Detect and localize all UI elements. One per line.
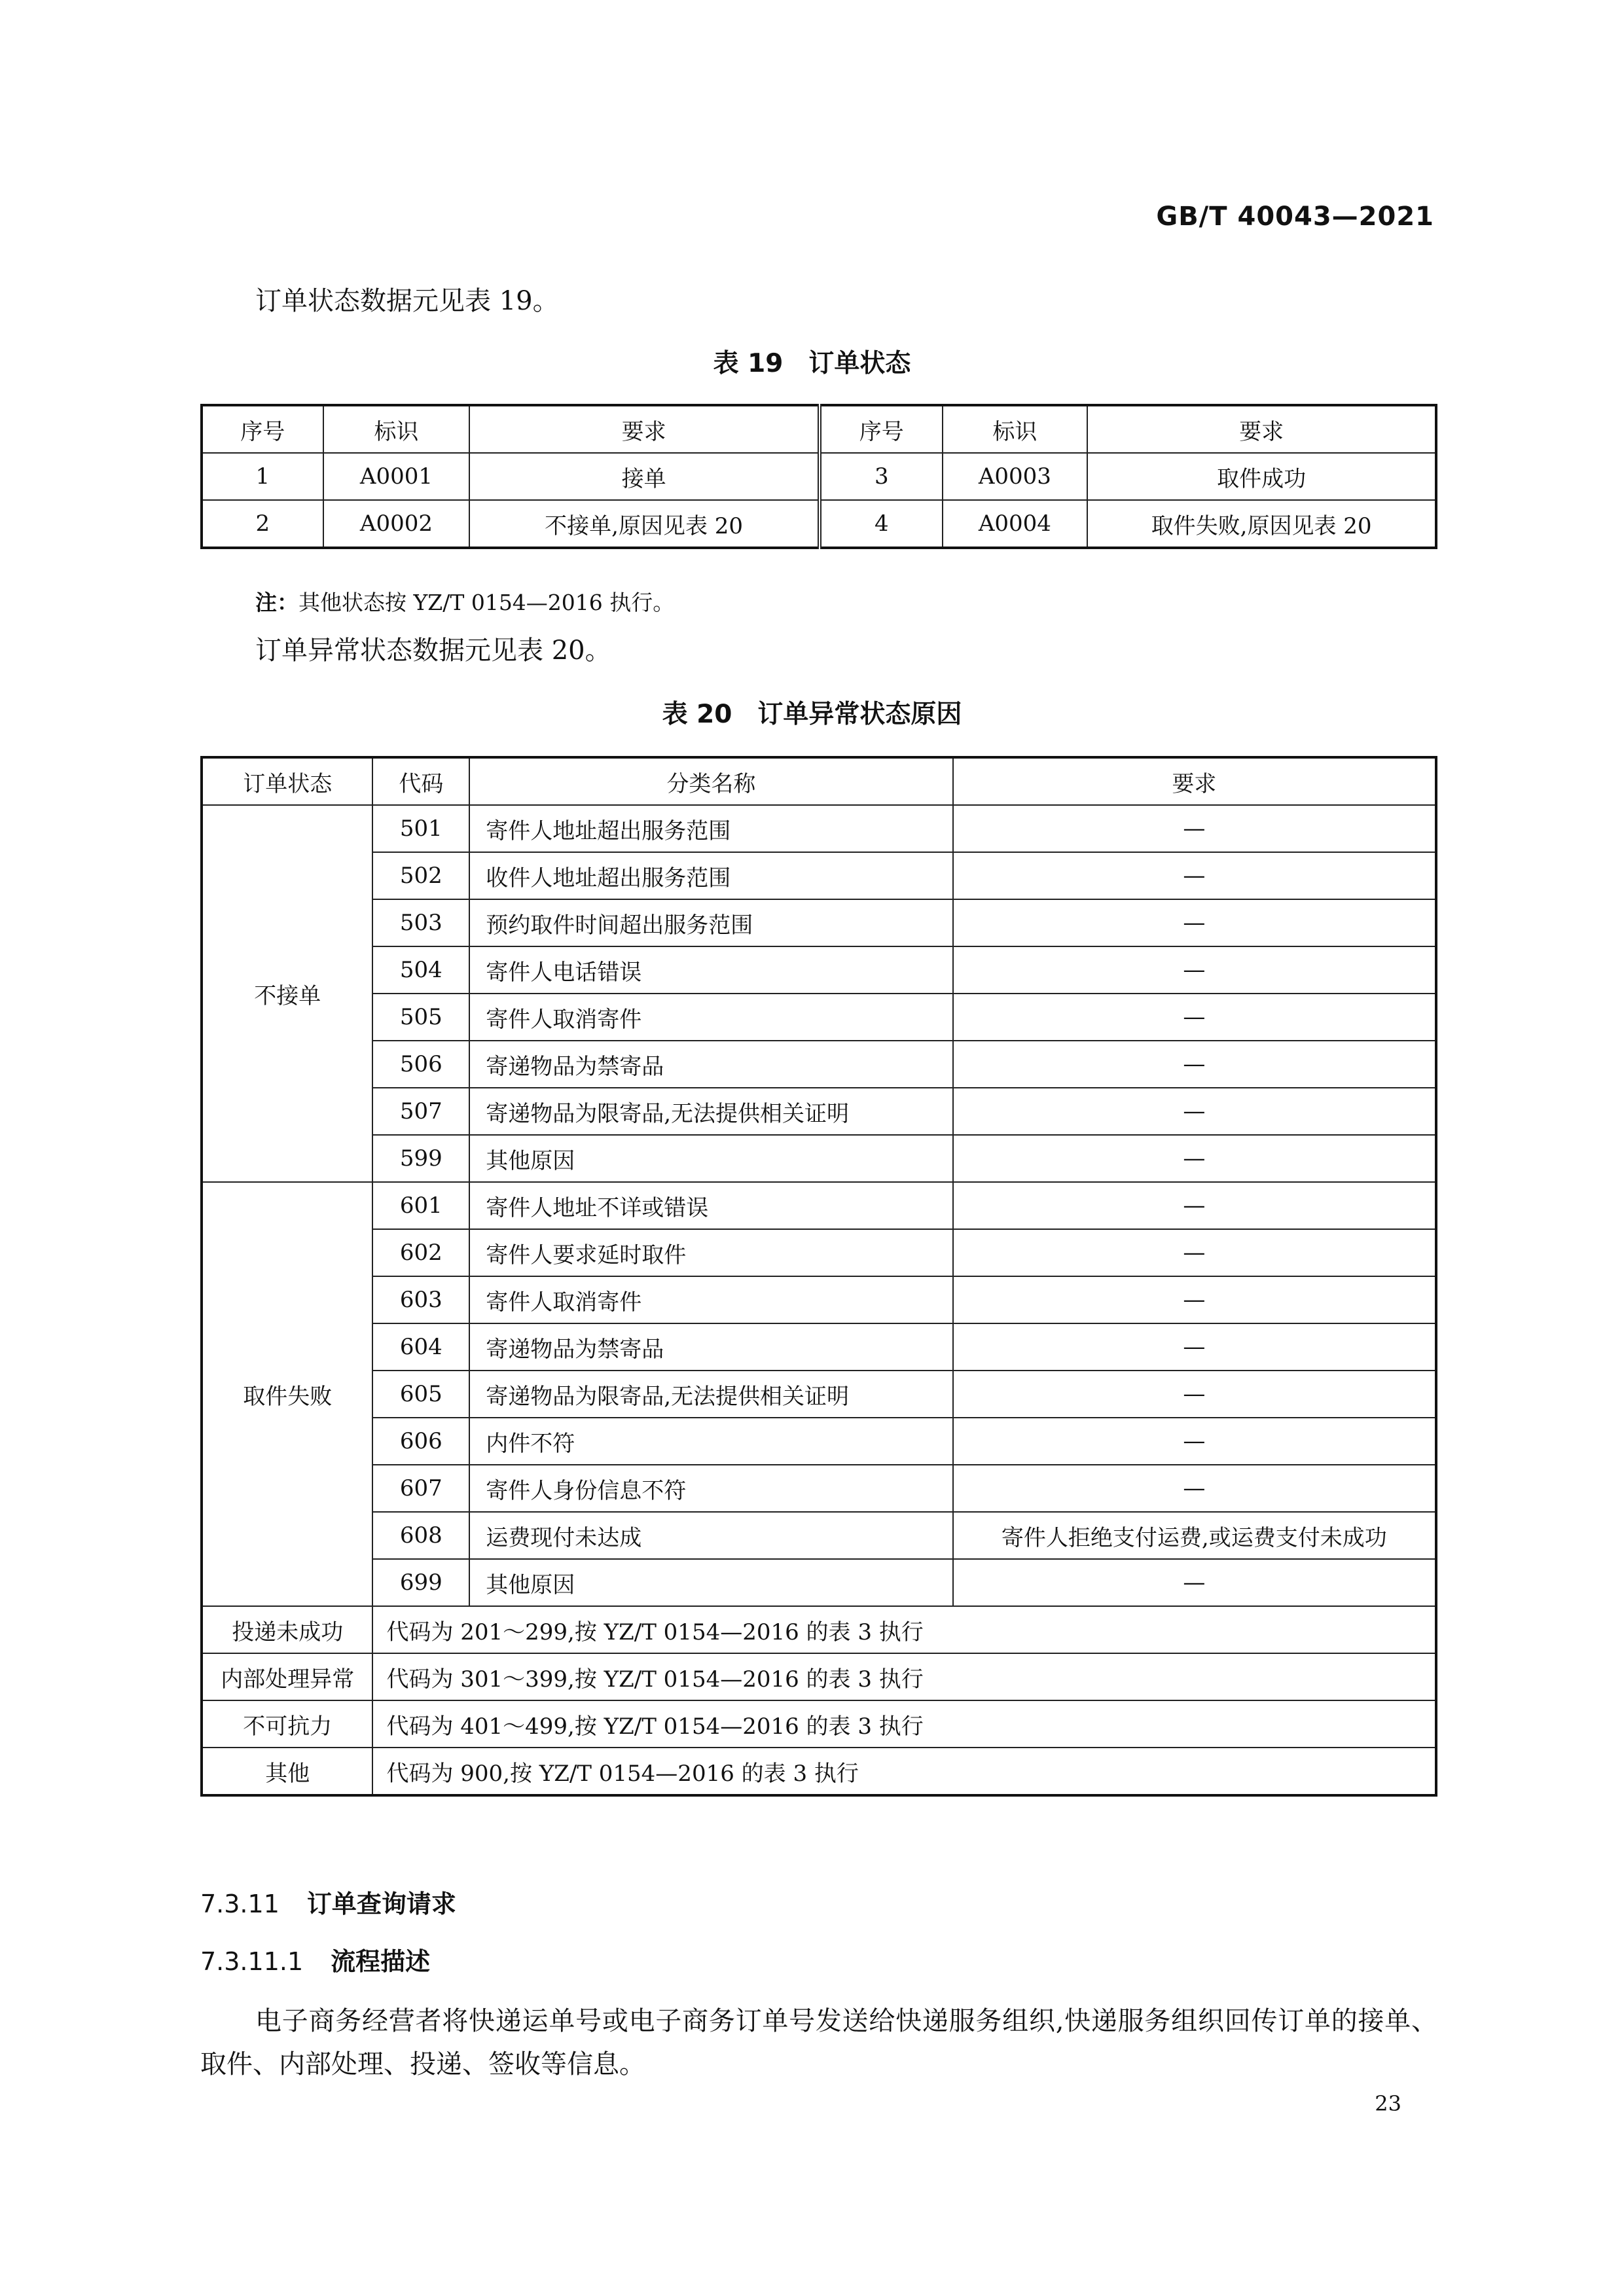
table-cell: 507 — [372, 1088, 469, 1135]
table-cell: 寄递物品为禁寄品 — [469, 1041, 952, 1088]
table-19 — [200, 404, 1437, 549]
table-row — [202, 899, 1436, 946]
table-cell: — — [953, 805, 1436, 852]
table-row — [202, 500, 1436, 548]
table-row — [202, 1371, 1436, 1418]
table-cell: — — [953, 946, 1436, 994]
table-cell: — — [953, 1182, 1436, 1229]
table-cell: 699 — [372, 1559, 469, 1606]
table-cell: — — [953, 1135, 1436, 1182]
section-title: 订单查询请求 — [306, 1890, 456, 1918]
table-cell: 接单 — [469, 453, 820, 500]
status-cell: 其他 — [202, 1748, 372, 1795]
table-cell: 寄件人拒绝支付运费,或运费支付未成功 — [953, 1512, 1436, 1559]
status-cell: 投递未成功 — [202, 1606, 372, 1653]
table19-note — [255, 586, 674, 617]
table-cell: 505 — [372, 994, 469, 1041]
section-7-3-11 — [200, 1884, 456, 1920]
table-cell: — — [953, 994, 1436, 1041]
header-cell: 要求 — [1087, 405, 1436, 453]
table-cell: 2 — [202, 500, 323, 548]
table-row — [202, 1041, 1436, 1088]
intro-table20: 订单异常状态数据元见表 20。 — [255, 636, 611, 666]
table-cell: 取件成功 — [1087, 453, 1436, 500]
header-cell: 要求 — [469, 405, 820, 453]
table-cell: 607 — [372, 1465, 469, 1512]
header-cell: 代码 — [372, 757, 469, 805]
status-cell: 不可抗力 — [202, 1700, 372, 1748]
table-cell: 代码为 201～299,按 YZ/T 0154—2016 的表 3 执行 — [372, 1606, 1436, 1653]
header-cell: 序号 — [820, 405, 943, 453]
table-cell: 代码为 401～499,按 YZ/T 0154—2016 的表 3 执行 — [372, 1700, 1436, 1748]
table-cell: 1 — [202, 453, 323, 500]
header-cell: 分类名称 — [469, 757, 952, 805]
table-cell: — — [953, 1276, 1436, 1323]
table-row — [202, 1135, 1436, 1182]
section-title: 流程描述 — [331, 1947, 431, 1976]
header-cell: 订单状态 — [202, 757, 372, 805]
table-cell: 内件不符 — [469, 1418, 952, 1465]
table-cell: — — [953, 1418, 1436, 1465]
table-cell: — — [953, 1559, 1436, 1606]
table-cell: 收件人地址超出服务范围 — [469, 852, 952, 899]
table-row — [202, 1606, 1436, 1653]
table-cell: 代码为 301～399,按 YZ/T 0154—2016 的表 3 执行 — [372, 1653, 1436, 1700]
table-row — [202, 1559, 1436, 1606]
table-cell: 寄递物品为限寄品,无法提供相关证明 — [469, 1088, 952, 1135]
table-cell: 不接单,原因见表 20 — [469, 500, 820, 548]
intro-table19: 订单状态数据元见表 19。 — [255, 286, 559, 316]
table-cell: 605 — [372, 1371, 469, 1418]
status-cell: 不接单 — [202, 805, 372, 1182]
table-cell: 606 — [372, 1418, 469, 1465]
table-cell: 寄件人取消寄件 — [469, 994, 952, 1041]
table-row — [202, 1323, 1436, 1371]
note-label: 注： — [255, 590, 298, 615]
table-row — [202, 805, 1436, 852]
section-number: 7.3.11 — [200, 1890, 280, 1918]
table-cell: — — [953, 1371, 1436, 1418]
table-row — [202, 946, 1436, 994]
status-cell: 内部处理异常 — [202, 1653, 372, 1700]
table-cell: 寄件人取消寄件 — [469, 1276, 952, 1323]
table-cell: A0002 — [323, 500, 470, 548]
table-cell: 502 — [372, 852, 469, 899]
table-cell: 608 — [372, 1512, 469, 1559]
table-row — [202, 1088, 1436, 1135]
table-row — [202, 994, 1436, 1041]
table-cell: 运费现付未达成 — [469, 1512, 952, 1559]
standard-number: GB/T 40043—2021 — [1156, 202, 1434, 232]
table-cell: — — [953, 852, 1436, 899]
table-row — [202, 1653, 1436, 1700]
table-cell: 寄递物品为禁寄品 — [469, 1323, 952, 1371]
table-cell: 寄件人电话错误 — [469, 946, 952, 994]
table-cell: 3 — [820, 453, 943, 500]
table-cell: 寄件人地址超出服务范围 — [469, 805, 952, 852]
table-cell: 506 — [372, 1041, 469, 1088]
table-row — [202, 1229, 1436, 1276]
header-cell: 标识 — [323, 405, 470, 453]
table-row — [202, 1276, 1436, 1323]
table-row — [202, 1182, 1436, 1229]
table-cell: A0004 — [943, 500, 1088, 548]
table-cell: 501 — [372, 805, 469, 852]
table-cell: — — [953, 1229, 1436, 1276]
header-cell: 要求 — [953, 757, 1436, 805]
table-row — [202, 1465, 1436, 1512]
note-text: 其他状态按 YZ/T 0154—2016 执行。 — [298, 590, 675, 615]
section-7-3-11-1 — [200, 1941, 430, 1977]
table-cell: 取件失败,原因见表 20 — [1087, 500, 1436, 548]
status-cell: 取件失败 — [202, 1182, 372, 1606]
table-row — [202, 1748, 1436, 1795]
table-cell: — — [953, 1465, 1436, 1512]
header-cell: 标识 — [943, 405, 1088, 453]
table-cell: 601 — [372, 1182, 469, 1229]
table-cell: A0001 — [323, 453, 470, 500]
table-row — [202, 1700, 1436, 1748]
table-header-row — [202, 405, 1436, 453]
table-cell: 寄件人要求延时取件 — [469, 1229, 952, 1276]
table-cell: 504 — [372, 946, 469, 994]
table-cell: 代码为 900,按 YZ/T 0154—2016 的表 3 执行 — [372, 1748, 1436, 1795]
body-paragraph: 电子商务经营者将快递运单号或电子商务订单号发送给快递服务组织,快递服务组织回传订单的接单、取件、内部处理、投递、签收等信息。 — [200, 2006, 1437, 2079]
table20-caption: 表 20 订单异常状态原因 — [662, 700, 962, 729]
table-cell: 603 — [372, 1276, 469, 1323]
table-cell: 预约取件时间超出服务范围 — [469, 899, 952, 946]
table-cell: 其他原因 — [469, 1559, 952, 1606]
table-cell: 604 — [372, 1323, 469, 1371]
table-cell: 4 — [820, 500, 943, 548]
page-number: 23 — [1375, 2091, 1401, 2116]
table-cell: 503 — [372, 899, 469, 946]
table-cell: 其他原因 — [469, 1135, 952, 1182]
table-cell: — — [953, 899, 1436, 946]
section-number: 7.3.11.1 — [200, 1947, 304, 1976]
table-row — [202, 852, 1436, 899]
table-header-row — [202, 757, 1436, 805]
table-cell: 寄件人身份信息不符 — [469, 1465, 952, 1512]
table-cell: — — [953, 1088, 1436, 1135]
table-cell: 599 — [372, 1135, 469, 1182]
table-cell: 寄件人地址不详或错误 — [469, 1182, 952, 1229]
header-cell: 序号 — [202, 405, 323, 453]
table-row — [202, 1512, 1436, 1559]
table-cell: A0003 — [943, 453, 1088, 500]
table-cell: — — [953, 1323, 1436, 1371]
table-row — [202, 1418, 1436, 1465]
table-cell: 602 — [372, 1229, 469, 1276]
table-row — [202, 453, 1436, 500]
table19-caption: 表 19 订单状态 — [713, 349, 911, 378]
table-cell: 寄递物品为限寄品,无法提供相关证明 — [469, 1371, 952, 1418]
table-20 — [200, 756, 1437, 1797]
table-cell: — — [953, 1041, 1436, 1088]
